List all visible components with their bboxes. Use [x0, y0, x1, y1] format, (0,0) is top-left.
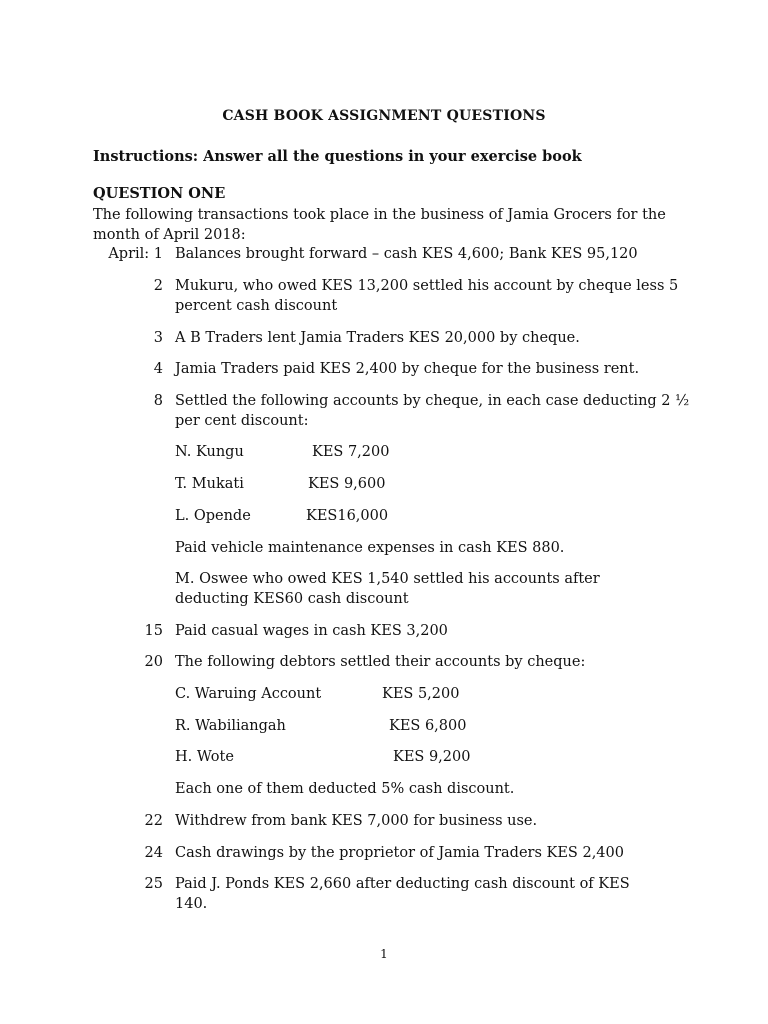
transaction-date: 3 — [153, 330, 163, 346]
transaction-text: Paid casual wages in cash KES 3,200 — [175, 623, 448, 639]
transaction-date: 20 — [144, 654, 163, 670]
creditor-name: T. Mukati — [175, 476, 244, 492]
creditor-name: N. Kungu — [175, 444, 244, 460]
transaction-date: 2 — [153, 278, 163, 294]
transaction-date: 8 — [153, 393, 163, 409]
transaction-date: April: 1 — [108, 246, 163, 262]
debtor-amount: KES 6,800 — [389, 718, 467, 734]
transaction-note: Each one of them deducted 5% cash discount. — [175, 781, 515, 797]
transaction-text: A B Traders lent Jamia Traders KES 20,000 by cheque. — [175, 330, 580, 346]
debtor-name: R. Wabiliangah — [175, 718, 286, 734]
debtor-name: C. Waruing Account — [175, 686, 322, 702]
creditor-amount: KES16,000 — [306, 508, 389, 524]
transaction-text: Cash drawings by the proprietor of Jamia Traders KES 2,400 — [175, 845, 624, 861]
instructions: Instructions: Answer all the questions in your exercise book — [93, 148, 582, 165]
transaction-date: 25 — [144, 876, 163, 892]
transaction-text: Jamia Traders paid KES 2,400 by cheque for the business rent. — [175, 361, 640, 377]
transaction-text: Withdrew from bank KES 7,000 for business use. — [175, 813, 538, 829]
transaction-date: 24 — [144, 845, 163, 861]
transaction-text: Settled the following accounts by cheque, in each case deducting 2 ½ per cent discount: — [175, 393, 690, 429]
page-title: CASH BOOK ASSIGNMENT QUESTIONS — [222, 108, 546, 124]
transaction-text: Balances brought forward – cash KES 4,600; Bank KES 95,120 — [175, 246, 638, 262]
creditor-name: L. Opende — [175, 508, 251, 524]
debtor-name: H. Wote — [175, 749, 234, 765]
transaction-text: The following debtors settled their accounts by cheque: — [175, 654, 586, 670]
question-intro: The following transactions took place in the business of Jamia Grocers for the month of April 2018: — [93, 207, 666, 243]
creditor-amount: KES 9,600 — [308, 476, 386, 492]
question-heading: QUESTION ONE — [93, 185, 226, 202]
transaction-text: Mukuru, who owed KES 13,200 settled his account by cheque less 5 percent cash discount — [175, 278, 679, 314]
page-number: 1 — [380, 947, 388, 961]
transaction-text: Paid J. Ponds KES 2,660 after deducting cash discount of KES 140. — [175, 876, 630, 912]
debtor-amount: KES 9,200 — [393, 749, 471, 765]
transaction-note: Paid vehicle maintenance expenses in cash KES 880. — [175, 540, 565, 556]
transaction-date: 4 — [153, 361, 163, 377]
transaction-date: 15 — [144, 623, 163, 639]
debtor-amount: KES 5,200 — [382, 686, 460, 702]
transaction-date: 22 — [144, 813, 163, 829]
creditor-amount: KES 7,200 — [312, 444, 390, 460]
transaction-note: M. Oswee who owed KES 1,540 settled his accounts after deducting KES60 cash discount — [175, 571, 600, 607]
